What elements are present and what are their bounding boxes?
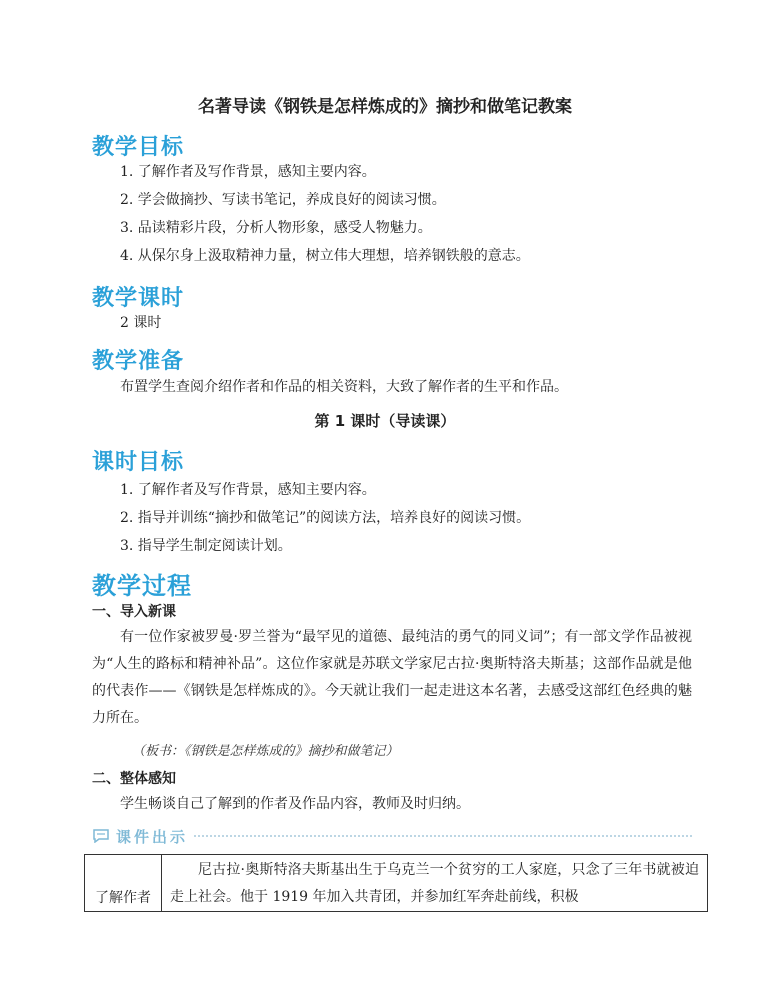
heading-teaching-prep: 教学准备	[92, 349, 185, 374]
courseware-banner	[92, 826, 692, 846]
part2-paragraph: 学生畅谈自己了解到的作者及作品内容，教师及时归纳。	[120, 796, 470, 812]
lesson-1-title: 第 1 课时（导读课）	[314, 412, 456, 430]
heading-teaching-hours: 教学课时	[92, 286, 185, 311]
part1-title: 一、导入新课	[92, 604, 176, 620]
heading-teaching-process: 教学过程	[92, 572, 192, 600]
goal-item: 1. 了解作者及写作背景，感知主要内容。	[120, 164, 376, 180]
table-row	[85, 855, 708, 912]
chat-bubble-icon	[92, 829, 110, 843]
lesson-goal-item: 2. 指导并训练“摘抄和做笔记”的阅读方法，培养良好的阅读习惯。	[120, 510, 531, 526]
document-title: 名著导读《钢铁是怎样炼成的》摘抄和做笔记教案	[198, 97, 572, 117]
table-content-cell: 尼古拉·奥斯特洛夫斯基出生于乌克兰一个贫穷的工人家庭，只念了三年书就被迫走上社会。他于 1919 年加入共青团，并参加红军奔赴前线，积极	[162, 855, 708, 912]
heading-lesson-goals: 课时目标	[92, 450, 185, 475]
heading-teaching-goals: 教学目标	[92, 135, 185, 160]
courseware-label: 课件出示	[116, 827, 189, 846]
author-info-table	[84, 854, 708, 912]
part1-paragraph: 有一位作家被罗曼·罗兰誉为“最罕见的道德、最纯洁的勇气的同义词”；有一部文学作品被视为“人生的路标和精神补品”。这位作家就是苏联文学家尼古拉·奥斯特洛夫斯基；这部作品就是他的代表作——《钢铁是怎样炼成的》。今天就让我们一起走进这本名著，去感受这部红色经典的魅力所在。	[92, 629, 692, 726]
goal-item: 3. 品读精彩片段，分析人物形象，感受人物魅力。	[120, 220, 432, 236]
lesson-goal-item: 1. 了解作者及写作背景，感知主要内容。	[120, 482, 376, 498]
goal-item: 2. 学会做摘抄、写读书笔记，养成良好的阅读习惯。	[120, 192, 446, 208]
board-note: （板书：《钢铁是怎样炼成的》摘抄和做笔记）	[132, 744, 399, 759]
dotted-divider	[194, 835, 692, 837]
prep-text: 布置学生查阅介绍作者和作品的相关资料，大致了解作者的生平和作品。	[120, 379, 568, 395]
goal-item: 4. 从保尔身上汲取精神力量，树立伟大理想，培养钢铁般的意志。	[120, 248, 530, 264]
part2-title: 二、整体感知	[92, 771, 176, 787]
lesson-goal-item: 3. 指导学生制定阅读计划。	[120, 538, 292, 554]
table-label-cell: 了解作者	[85, 855, 162, 912]
hours-text: 2 课时	[120, 315, 162, 331]
